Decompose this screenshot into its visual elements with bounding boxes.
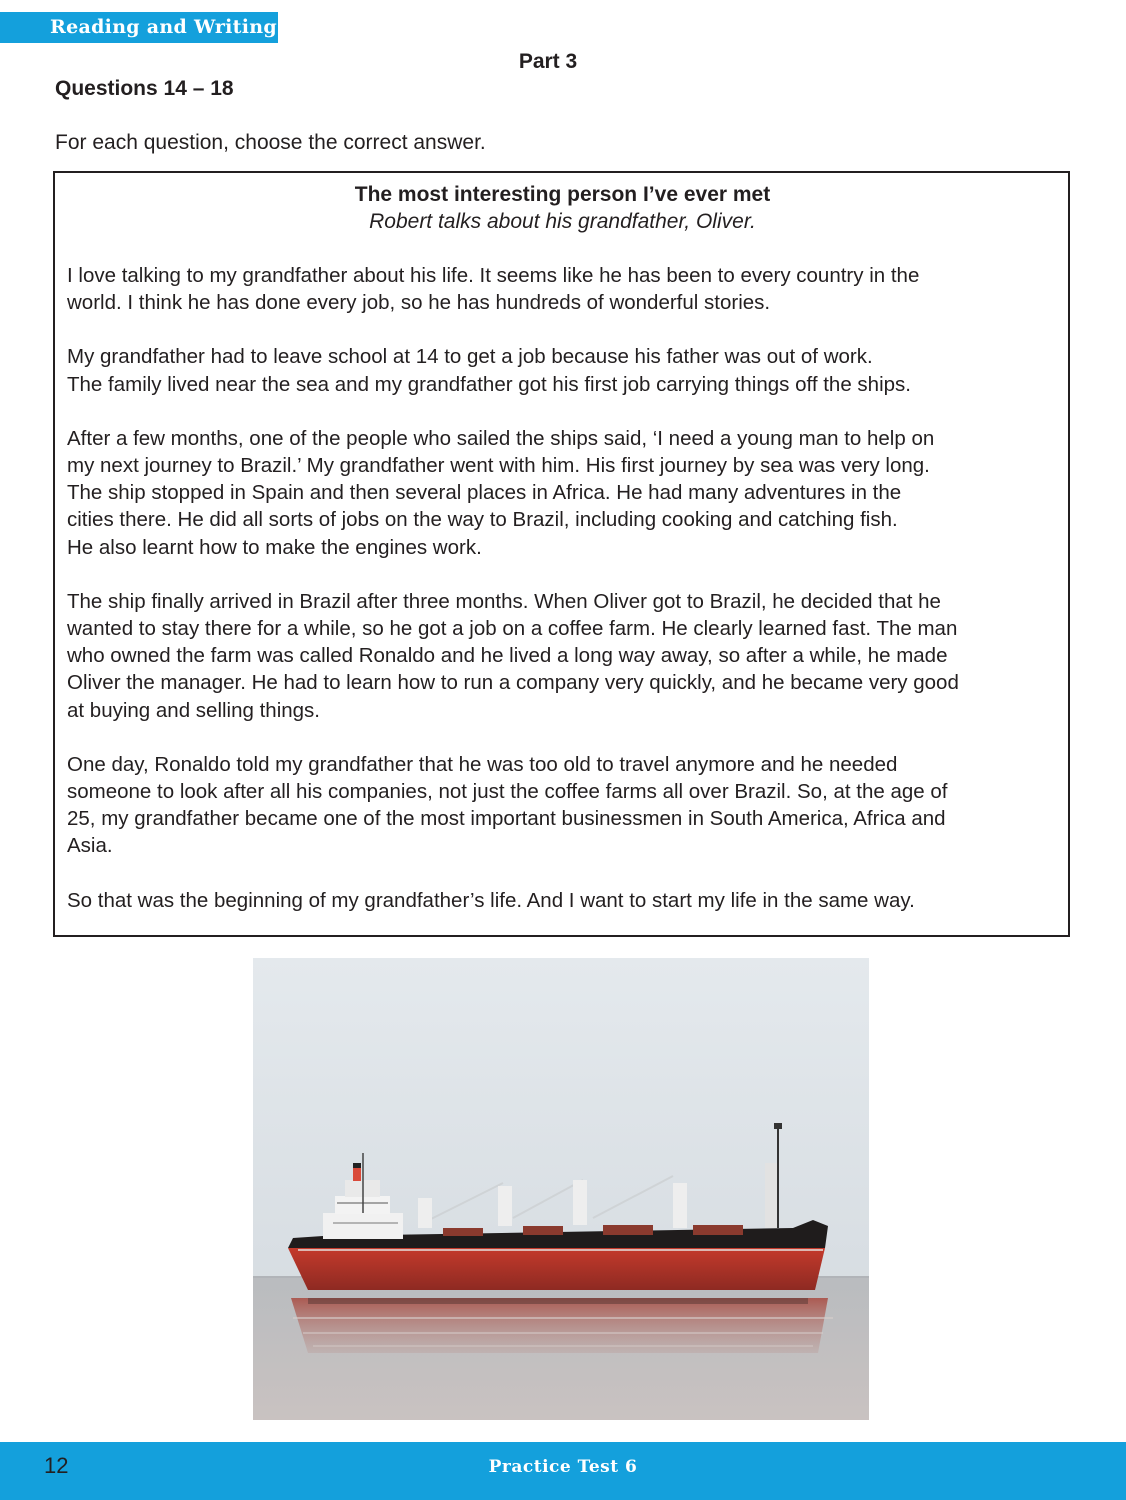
cargo-ship-photo	[253, 958, 869, 1420]
paragraph-line: After a few months, one of the people who sailed the ships said, ‘I need a young man to help on	[67, 426, 935, 450]
section-tag: Reading and Writing	[0, 12, 278, 43]
paragraph-line: One day, Ronaldo told my grandfather that he was too old to travel anymore and he needed	[67, 752, 898, 776]
paragraph-line: Oliver the manager. He had to learn how to run a company very quickly, and he became very good	[67, 671, 959, 695]
article-paragraph-3	[67, 425, 1058, 561]
paragraph-line: my next journey to Brazil.’ My grandfather went with him. His first journey by sea was very long.	[67, 454, 930, 478]
paragraph-line: So that was the beginning of my grandfather’s life. And I want to start my life in the same way.	[67, 888, 915, 912]
paragraph-line: The family lived near the sea and my grandfather got his first job carrying things off the ships.	[67, 372, 911, 396]
paragraph-line: someone to look after all his companies, not just the coffee farms all over Brazil. So, at the age of	[67, 780, 948, 804]
footer-test-label: Practice Test 6	[488, 1457, 638, 1477]
paragraph-line: wanted to stay there for a while, so he got a job on a coffee farm. He clearly learned fast. The man	[67, 617, 958, 641]
article-paragraph-5	[67, 751, 1058, 860]
paragraph-line: who owned the farm was called Ronaldo and he lived a long way away, so after a while, he made	[67, 644, 948, 668]
paragraph-line: My grandfather had to leave school at 14 to get a job because his father was out of work.	[67, 345, 873, 369]
questions-title: Questions 14 – 18	[55, 77, 234, 100]
article-box	[53, 171, 1070, 937]
instruction-text: For each question, choose the correct answer.	[55, 131, 486, 154]
paragraph-line: 25, my grandfather became one of the most important businessmen in South America, Africa and	[67, 807, 946, 831]
article-paragraph-1	[67, 262, 1058, 316]
paragraph-line: at buying and selling things.	[67, 698, 321, 722]
paragraph-line: The ship finally arrived in Brazil after three months. When Oliver got to Brazil, he decided that he	[67, 589, 941, 613]
article-title: The most interesting person I’ve ever met	[354, 183, 771, 206]
paragraph-line: cities there. He did all sorts of jobs on the way to Brazil, including cooking and catching fish.	[67, 508, 898, 532]
part-title: Part 3	[518, 50, 578, 73]
paragraph-line: world. I think he has done every job, so he has hundreds of wonderful stories.	[67, 291, 771, 315]
article-paragraph-2	[67, 343, 1058, 397]
paragraph-line: Asia.	[67, 834, 113, 858]
paragraph-line: The ship stopped in Spain and then several places in Africa. He had many adventures in the	[67, 481, 902, 505]
paragraph-line: I love talking to my grandfather about his life. It seems like he has been to every country in the	[67, 264, 920, 287]
article-paragraph-6	[67, 887, 1058, 914]
paragraph-line: He also learnt how to make the engines work.	[67, 535, 482, 559]
page-number: 12	[44, 1453, 69, 1478]
ship-reflection	[291, 1298, 833, 1353]
article-subtitle: Robert talks about his grandfather, Oliver.	[369, 210, 756, 233]
article-paragraph-4	[67, 588, 1058, 724]
